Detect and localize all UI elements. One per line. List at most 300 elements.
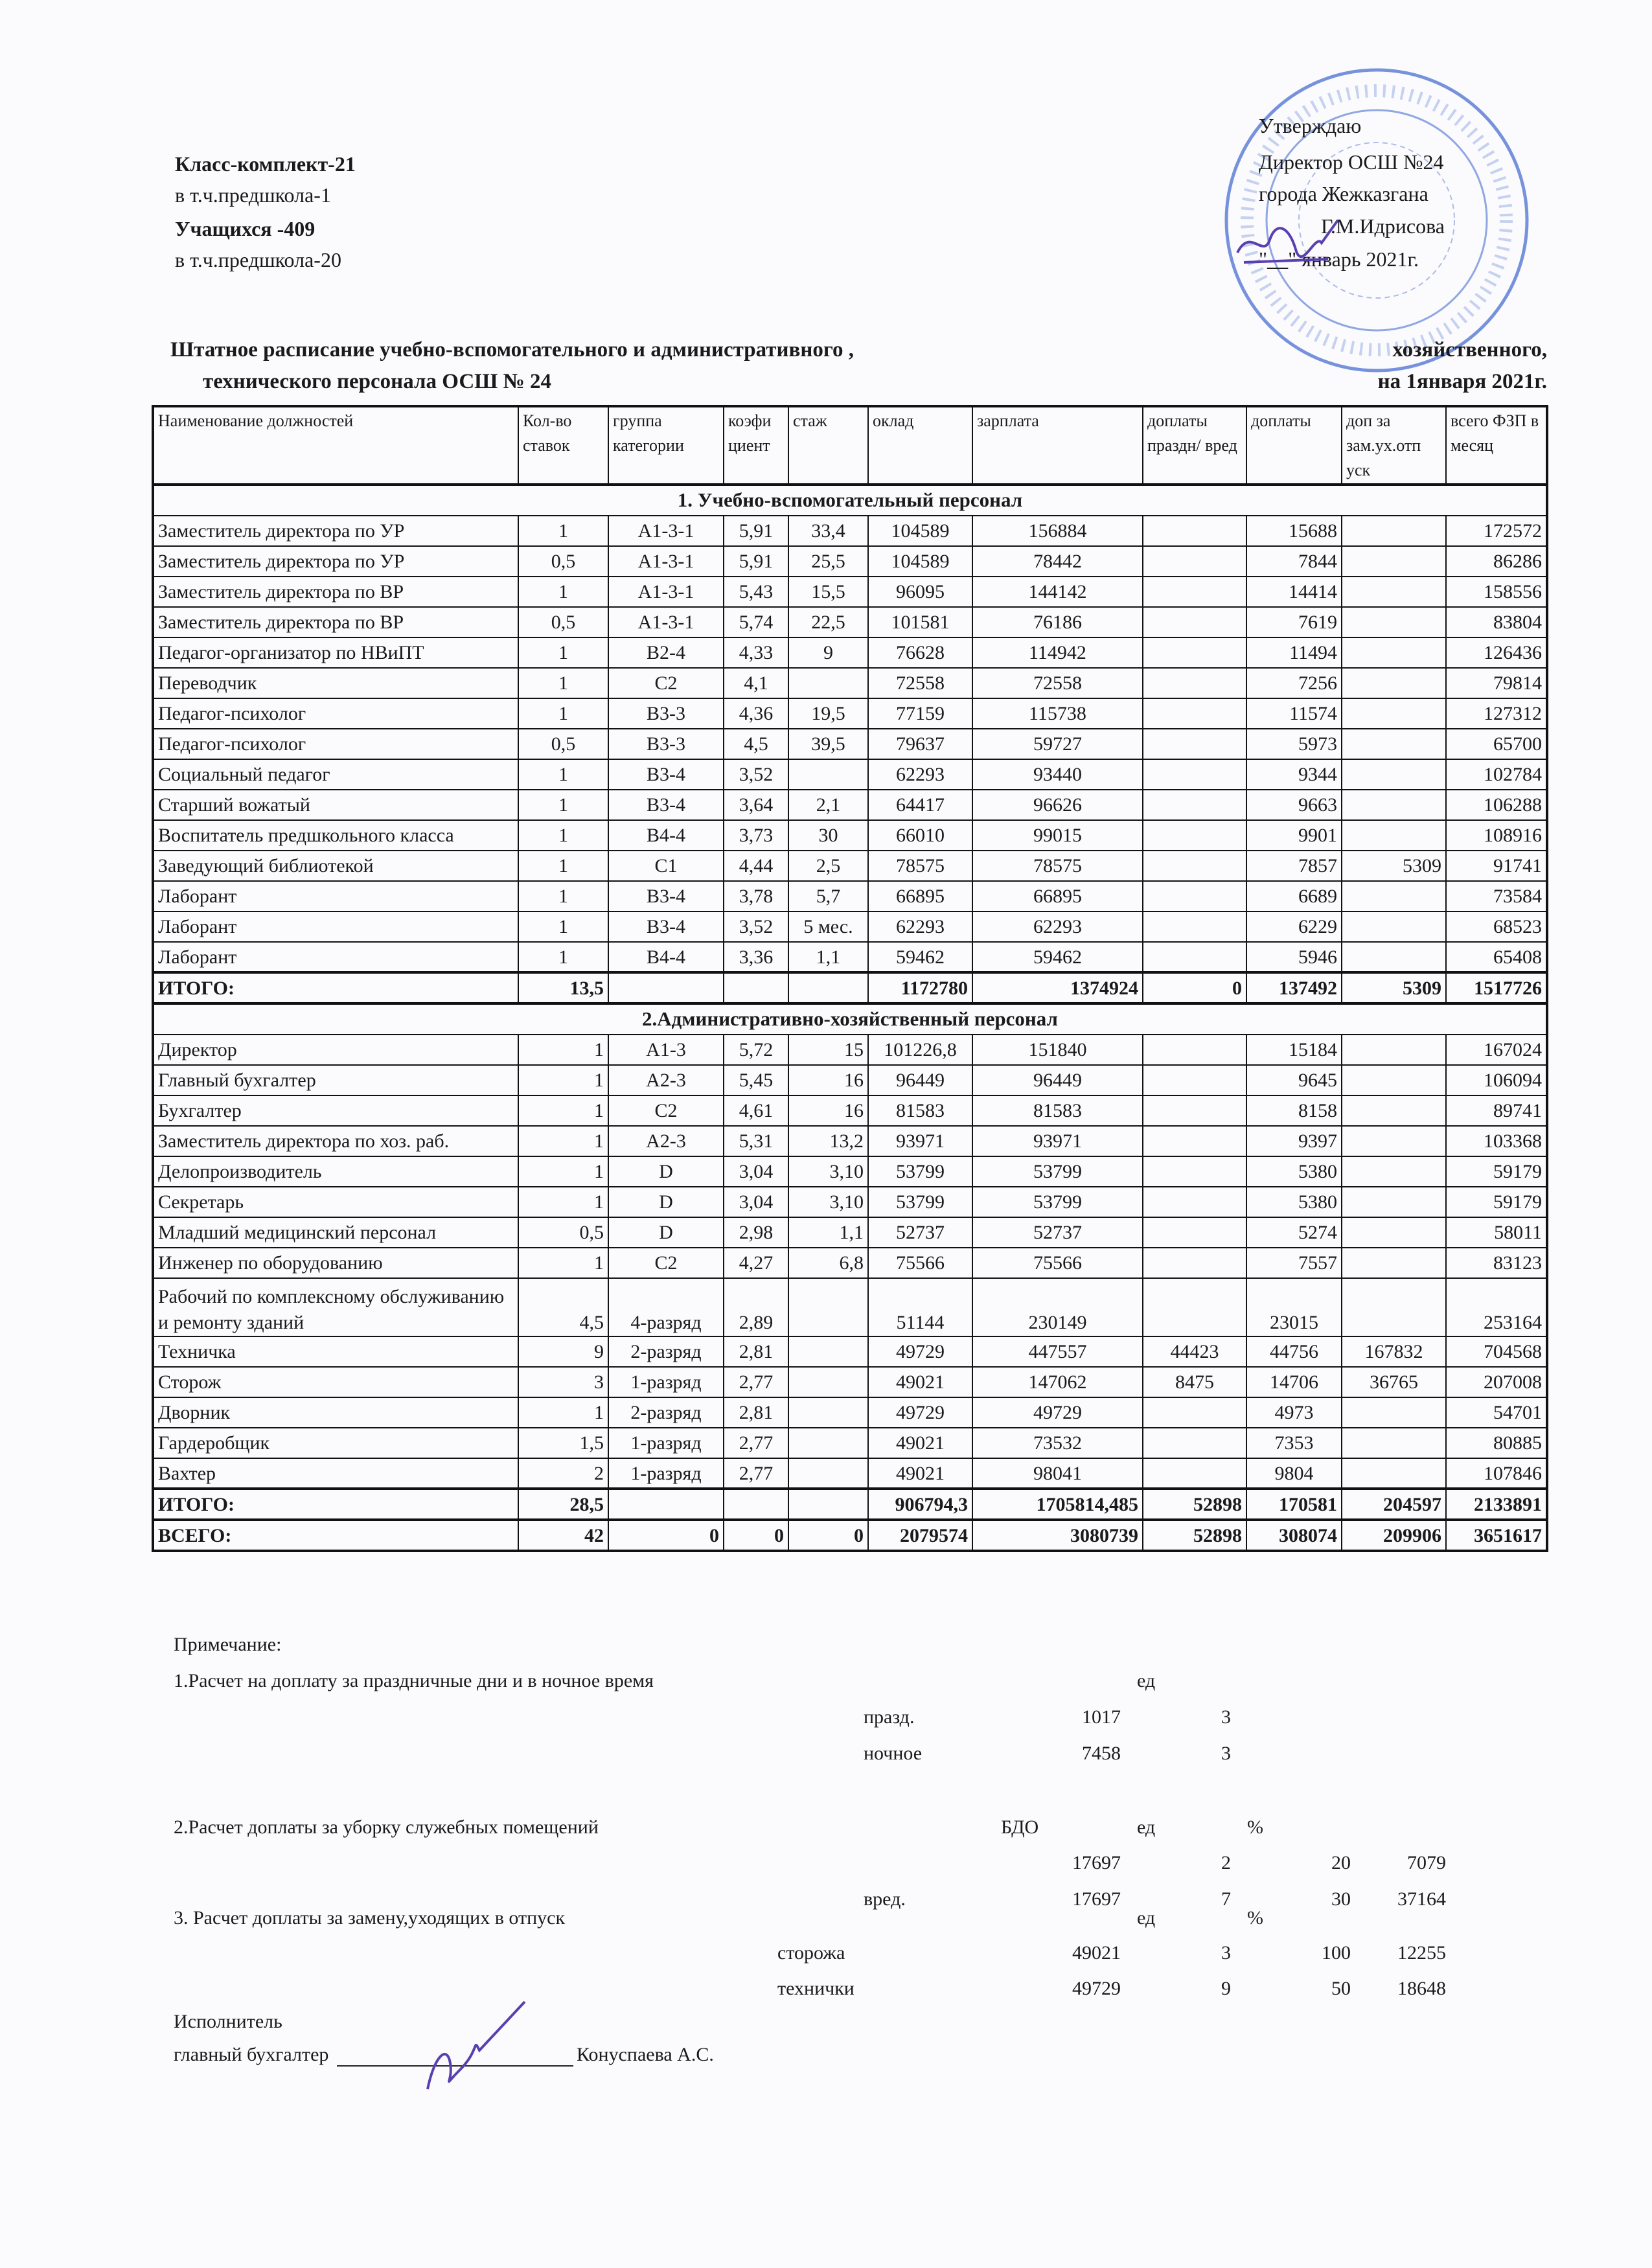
table-cell: 2,81 [724,1336,788,1367]
table-row [153,1367,1547,1397]
table-cell: 1 [518,759,608,790]
table-cell [1143,1248,1246,1278]
column-header: оклад [868,406,972,485]
table-cell: 53799 [868,1156,972,1187]
table-cell: 4,27 [724,1248,788,1278]
table-cell: C2 [608,1248,724,1278]
table-cell: 51144 [868,1278,972,1336]
table-row [153,790,1547,820]
table-cell: Сторож [153,1367,518,1397]
table-row [153,516,1547,546]
table-cell: 33,4 [788,516,868,546]
table-row [153,1458,1547,1489]
table-cell: Дворник [153,1397,518,1428]
table-cell [1143,546,1246,577]
table-cell: 1 [518,1065,608,1095]
table-cell: Педагог-психолог [153,729,518,759]
table-cell [1342,729,1446,759]
table-cell: 5,72 [724,1035,788,1065]
table-cell [1143,759,1246,790]
table-cell: 5 мес. [788,911,868,942]
table-row [153,759,1547,790]
table-cell [608,972,724,1003]
table-cell: 64417 [868,790,972,820]
note-2-units: 7 [1221,1888,1231,1910]
table-cell: 1 [518,516,608,546]
table-cell [1143,1095,1246,1126]
table-cell [1143,698,1246,729]
table-cell: 151840 [972,1035,1143,1065]
table-cell: 1 [518,1156,608,1187]
table-row [153,1126,1547,1156]
note-2-pct: % [1247,1816,1263,1838]
table-cell: 1 [518,851,608,881]
table-cell: 89741 [1446,1095,1547,1126]
table-cell: 73584 [1446,881,1547,911]
table-cell: 3651617 [1446,1520,1547,1551]
table-cell: 11574 [1246,698,1342,729]
table-cell: 9663 [1246,790,1342,820]
table-cell: 96449 [972,1065,1143,1095]
table-cell: 66010 [868,820,972,851]
table-cell: 30 [788,820,868,851]
table-cell: Заместитель директора по УР [153,516,518,546]
table-cell [1342,911,1446,942]
note-3-amount: 18648 [1397,1978,1446,1999]
table-cell: 1 [518,1035,608,1065]
table-cell: 8158 [1246,1095,1342,1126]
table-cell: 3,04 [724,1187,788,1217]
table-cell: 3 [518,1367,608,1397]
table-cell: 2,98 [724,1217,788,1248]
table-cell: B4-4 [608,942,724,972]
note-2-title: 2.Расчет доплаты за уборку служебных помещений [174,1816,599,1838]
table-cell [1342,1156,1446,1187]
section-header-row [153,485,1547,516]
table-cell [1342,698,1446,729]
table-cell: 2,77 [724,1428,788,1458]
table-cell: 53799 [972,1156,1143,1187]
table-cell: 156884 [972,516,1143,546]
table-cell: 1,5 [518,1428,608,1458]
table-cell: 0 [1143,972,1246,1003]
table-cell: 6,8 [788,1248,868,1278]
table-cell: 147062 [972,1367,1143,1397]
table-cell: 6689 [1246,881,1342,911]
table-cell: 4,44 [724,851,788,881]
table-cell: Техничка [153,1336,518,1367]
table-cell: Бухгалтер [153,1095,518,1126]
table-cell [788,668,868,698]
note-2-percent: 20 [1331,1852,1351,1873]
note-3-percent: 50 [1331,1978,1351,1999]
note-1-label: ночное [864,1743,923,1764]
table-cell: 5274 [1246,1217,1342,1248]
table-cell: Лаборант [153,911,518,942]
table-cell: 80885 [1446,1428,1547,1458]
table-cell: Заместитель директора по ВР [153,607,518,637]
column-header: доплаты праздн/ вред [1143,406,1246,485]
table-cell: 0,5 [518,1217,608,1248]
table-cell: A1-3-1 [608,607,724,637]
table-cell: 167832 [1342,1336,1446,1367]
table-cell [788,972,868,1003]
table-cell: Инженер по оборудованию [153,1248,518,1278]
table-cell: 14414 [1246,577,1342,607]
table-cell: 15 [788,1035,868,1065]
table-cell: 108916 [1446,820,1547,851]
note-2-amount: 7079 [1407,1852,1446,1873]
table-cell: 16 [788,1065,868,1095]
table-cell: 53799 [868,1187,972,1217]
table-cell: 2,89 [724,1278,788,1336]
table-cell: 137492 [1246,972,1342,1003]
section-header-row [153,1003,1547,1035]
subtotal-row [153,1489,1547,1520]
table-cell [1143,1278,1246,1336]
table-cell: Заведующий библиотекой [153,851,518,881]
table-cell: 104589 [868,546,972,577]
table-cell [1342,1187,1446,1217]
table-cell: 3,64 [724,790,788,820]
table-cell: 53799 [972,1187,1143,1217]
table-cell [1342,881,1446,911]
table-cell: 62293 [868,759,972,790]
column-header: всего ФЗП в месяц [1446,406,1547,485]
table-cell: D [608,1156,724,1187]
table-cell: 59727 [972,729,1143,759]
table-cell: 76628 [868,637,972,668]
note-3-label: сторожа [777,1942,845,1964]
table-cell: 49021 [868,1367,972,1397]
table-cell: 9397 [1246,1126,1342,1156]
note-3-salary: 49729 [1072,1978,1121,1999]
table-cell: 102784 [1446,759,1547,790]
table-cell: 5380 [1246,1156,1342,1187]
table-cell: 115738 [972,698,1143,729]
table-cell [788,1397,868,1428]
table-cell: Педагог-организатор по НВиПТ [153,637,518,668]
table-cell: 3,04 [724,1156,788,1187]
table-cell: 3,10 [788,1156,868,1187]
table-cell [1143,1126,1246,1156]
note-1-title: 1.Расчет на доплату за праздничные дни и в ночное время [174,1670,654,1691]
table-cell [1342,637,1446,668]
table-cell: 5973 [1246,729,1342,759]
table-cell: A1-3-1 [608,577,724,607]
note-3-label: технички [777,1978,855,1999]
table-cell: Гардеробщик [153,1428,518,1458]
staff-schedule-table [152,405,1548,1552]
table-cell: 5,91 [724,516,788,546]
title-line-2: технического персонала ОСШ № 24 [203,370,552,393]
table-cell: 93971 [868,1126,972,1156]
table-cell: 1,1 [788,1217,868,1248]
table-cell [1342,668,1446,698]
table-cell: 1705814,485 [972,1489,1143,1520]
table-row [153,1095,1547,1126]
table-cell: 2,77 [724,1367,788,1397]
table-cell [1342,942,1446,972]
note-1-units: 3 [1221,1743,1231,1764]
table-cell: Вахтер [153,1458,518,1489]
table-cell: B3-4 [608,759,724,790]
table-cell: 170581 [1246,1489,1342,1520]
section-title: 2.Административно-хозяйственный персонал [153,1003,1547,1035]
table-cell: 25,5 [788,546,868,577]
table-cell: Рабочий по комплексному обслуживанию и ремонту зданий [153,1278,518,1336]
table-cell: 81583 [972,1095,1143,1126]
table-cell: 15688 [1246,516,1342,546]
table-cell: Заместитель директора по хоз. раб. [153,1126,518,1156]
grand-total-row [153,1520,1547,1551]
table-cell: 66895 [972,881,1143,911]
table-cell [1342,607,1446,637]
table-cell: 4,61 [724,1095,788,1126]
table-cell: 9 [518,1336,608,1367]
approver-position: Директор ОСШ №24 [1259,150,1444,174]
table-cell: C1 [608,851,724,881]
table-cell: 6229 [1246,911,1342,942]
column-header: доп за зам.ух.отп уск [1342,406,1446,485]
table-row [153,729,1547,759]
table-cell: ИТОГО: [153,1489,518,1520]
table-cell: 39,5 [788,729,868,759]
table-cell: 1-разряд [608,1428,724,1458]
column-header: коэфи циент [724,406,788,485]
table-cell: 52898 [1143,1520,1246,1551]
table-cell [1342,577,1446,607]
note-3-amount: 12255 [1397,1942,1446,1964]
table-cell: 81583 [868,1095,972,1126]
table-cell: 78575 [972,851,1143,881]
table-cell: B3-3 [608,698,724,729]
table-cell: 23015 [1246,1278,1342,1336]
table-cell [1143,1187,1246,1217]
table-row [153,911,1547,942]
table-cell: 5,43 [724,577,788,607]
table-cell: 96626 [972,790,1143,820]
table-cell: ИТОГО: [153,972,518,1003]
note-1-value: 1017 [1082,1706,1121,1728]
table-cell: 7557 [1246,1248,1342,1278]
table-cell: 5,31 [724,1126,788,1156]
table-cell [1342,759,1446,790]
table-cell: 2133891 [1446,1489,1547,1520]
table-cell: B3-4 [608,911,724,942]
table-cell: 75566 [972,1248,1143,1278]
table-cell: 2079574 [868,1520,972,1551]
note-2-bdo-value: 17697 [1072,1852,1121,1873]
table-cell: 9901 [1246,820,1342,851]
note-1-value: 7458 [1082,1743,1121,1764]
table-cell: B2-4 [608,637,724,668]
table-cell: Директор [153,1035,518,1065]
table-cell: 62293 [868,911,972,942]
approve-label: Утверждаю [1259,114,1362,137]
table-cell: B3-3 [608,729,724,759]
note-2-unit: ед [1137,1816,1156,1838]
table-row [153,698,1547,729]
table-cell [1342,1126,1446,1156]
table-cell: Старший вожатый [153,790,518,820]
table-header-row [153,406,1547,485]
table-cell: 49021 [868,1458,972,1489]
column-header: Кол-во ставок [518,406,608,485]
table-row [153,1397,1547,1428]
table-cell: 79637 [868,729,972,759]
table-row [153,577,1547,607]
note-2-units: 2 [1221,1852,1231,1873]
table-cell: 83123 [1446,1248,1547,1278]
table-row [153,1035,1547,1065]
table-cell [1143,668,1246,698]
table-cell [1143,577,1246,607]
table-cell: 36765 [1342,1367,1446,1397]
table-cell: 1 [518,668,608,698]
title-line-1: Штатное расписание учебно-вспомогательного и административного , [170,338,855,361]
table-cell: 0,5 [518,607,608,637]
table-cell: B3-4 [608,790,724,820]
table-cell: 49729 [972,1397,1143,1428]
title-line-1-right: хозяйственного, [1392,338,1547,361]
table-cell: 78575 [868,851,972,881]
table-cell [1342,820,1446,851]
table-row [153,1187,1547,1217]
table-cell: 44423 [1143,1336,1246,1367]
table-cell: 1 [518,698,608,729]
table-cell: 126436 [1446,637,1547,668]
table-cell: Заместитель директора по УР [153,546,518,577]
note-3-percent: 100 [1322,1942,1351,1964]
table-cell: 106094 [1446,1065,1547,1095]
table-cell: 91741 [1446,851,1547,881]
table-cell [788,1458,868,1489]
table-cell: 5,91 [724,546,788,577]
table-cell: B4-4 [608,820,724,851]
table-cell: C2 [608,668,724,698]
table-cell: 127312 [1446,698,1547,729]
table-cell [1143,607,1246,637]
table-cell: 49729 [868,1397,972,1428]
table-cell: 1 [518,1187,608,1217]
table-cell [1143,516,1246,546]
table-cell: 44756 [1246,1336,1342,1367]
table-cell: 253164 [1446,1278,1547,1336]
note-2-label: вред. [864,1888,906,1910]
table-cell: 172572 [1446,516,1547,546]
table-cell: Педагог-психолог [153,698,518,729]
table-cell: 52737 [972,1217,1143,1248]
students-count: Учащихся -409 [175,217,315,240]
table-cell [1143,911,1246,942]
table-cell: 77159 [868,698,972,729]
table-row [153,1248,1547,1278]
table-cell [1342,1428,1446,1458]
table-cell [1342,1065,1446,1095]
table-cell: 19,5 [788,698,868,729]
table-cell: 7857 [1246,851,1342,881]
table-cell: Лаборант [153,881,518,911]
table-row [153,1428,1547,1458]
table-cell [724,1489,788,1520]
table-row [153,1065,1547,1095]
executor-position: главный бухгалтер [174,2044,329,2065]
table-cell: 4-разряд [608,1278,724,1336]
table-cell [1143,1035,1246,1065]
table-cell: 1374924 [972,972,1143,1003]
table-cell [1342,516,1446,546]
table-cell: 5309 [1342,851,1446,881]
table-cell: Переводчик [153,668,518,698]
table-cell [1342,546,1446,577]
table-cell: 9344 [1246,759,1342,790]
executor-name: Конуспаева А.С. [577,2044,714,2065]
table-cell: 107846 [1446,1458,1547,1489]
table-cell: 5380 [1246,1187,1342,1217]
note-2-bdo-value: 17697 [1072,1888,1121,1910]
table-cell: 1 [518,1095,608,1126]
table-cell: Социальный педагог [153,759,518,790]
table-cell: 2,5 [788,851,868,881]
table-cell: 1 [518,790,608,820]
table-cell: 86286 [1446,546,1547,577]
table-cell: 1,1 [788,942,868,972]
table-cell [1342,1397,1446,1428]
table-cell: 9804 [1246,1458,1342,1489]
table-cell [1342,1458,1446,1489]
table-row [153,546,1547,577]
table-row [153,1156,1547,1187]
table-cell: 0,5 [518,546,608,577]
table-cell: 4,5 [724,729,788,759]
note-3-units: 9 [1221,1978,1231,1999]
table-cell [1143,1217,1246,1248]
table-cell: 158556 [1446,577,1547,607]
table-cell: 7256 [1246,668,1342,698]
table-cell: 72558 [972,668,1143,698]
table-cell [1143,1065,1246,1095]
note-2-amount: 37164 [1397,1888,1446,1910]
table-row [153,668,1547,698]
column-header: доплаты [1246,406,1342,485]
table-cell: 906794,3 [868,1489,972,1520]
table-cell: 7844 [1246,546,1342,577]
table-cell: 1 [518,1126,608,1156]
table-cell [1143,1458,1246,1489]
table-cell: 58011 [1446,1217,1547,1248]
table-cell: 15,5 [788,577,868,607]
table-cell [788,759,868,790]
table-cell: 704568 [1446,1336,1547,1367]
table-cell: 52737 [868,1217,972,1248]
executor-label: Исполнитель [174,2011,282,2032]
approval-date: "__" январь 2021г. [1259,247,1419,271]
table-cell: 2-разряд [608,1336,724,1367]
table-cell: 9 [788,637,868,668]
table-cell: ВСЕГО: [153,1520,518,1551]
table-cell [1143,1428,1246,1458]
table-cell: 0 [788,1520,868,1551]
table-cell [1143,637,1246,668]
table-cell: 66895 [868,881,972,911]
table-cell: D [608,1217,724,1248]
table-cell: 4,33 [724,637,788,668]
table-cell: 230149 [972,1278,1143,1336]
table-cell: 5,74 [724,607,788,637]
table-cell: 76186 [972,607,1143,637]
table-cell: 8475 [1143,1367,1246,1397]
